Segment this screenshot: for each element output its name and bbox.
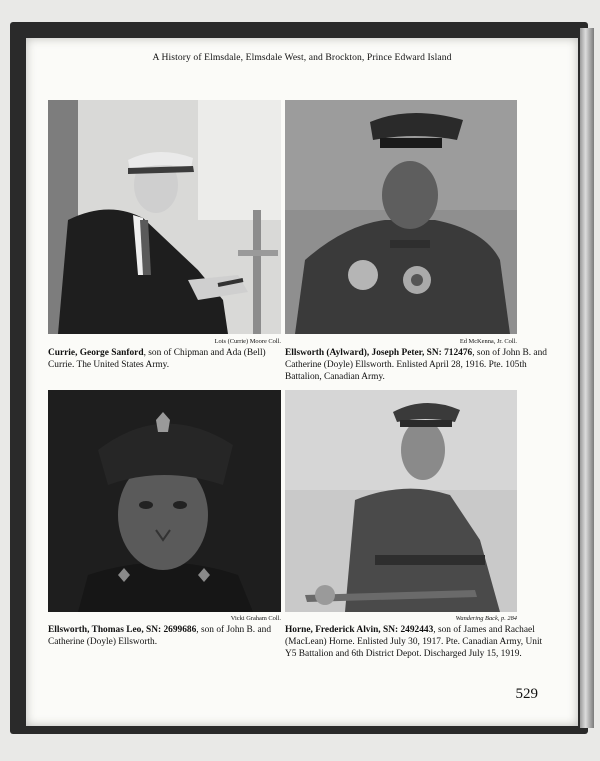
book-page: [26, 38, 578, 726]
page-number: 529: [515, 686, 538, 702]
caption-name: Ellsworth, Thomas Leo, SN: 2699686: [48, 625, 197, 635]
caption-name: Currie, George Sanford: [48, 348, 144, 358]
running-header: A History of Elmsdale, Elmsdale West, and Brockton, Prince Edward Island: [152, 52, 452, 63]
photo-caption: [48, 347, 283, 371]
photo-caption: [285, 624, 547, 660]
photo-credit: Lois (Currie) Moore Coll.: [214, 338, 281, 345]
book-spine: [580, 28, 594, 728]
photo-credit: Vicki Graham Coll.: [230, 615, 281, 622]
photo-ellsworth-thomas: [48, 390, 281, 612]
caption-text: , son of John B. and Catherine (Doyle) Ellsworth.: [48, 625, 272, 647]
photo-credit: Ed McKenna, Jr. Coll.: [459, 338, 517, 345]
photo-credit: Wandering Back, p. 284: [455, 615, 517, 622]
caption-name: Horne, Frederick Alvin, SN: 2492443: [285, 625, 434, 635]
photo-currie: [48, 100, 281, 334]
caption-name: Ellsworth (Aylward), Joseph Peter, SN: 712476: [285, 348, 473, 358]
photo-caption: [48, 624, 283, 648]
photo-caption: [285, 347, 547, 383]
caption-text: , son of James and Rachael (MacLean) Horne. Enlisted July 30, 1917. Pte. Canadian Army, Unit Y5 Battalion and 6th District Depot. Discharged July 15, 1919.: [285, 625, 543, 659]
photo-horne: [285, 390, 517, 612]
photo-ellsworth-aylward: [285, 100, 517, 334]
caption-text: , son of Chipman and Ada (Bell) Currie. The United States Army.: [48, 348, 266, 370]
caption-text: , son of John B. and Catherine (Doyle) Ellsworth. Enlisted April 28, 1916. Pte. 105th Battalion, Canadian Army.: [285, 348, 547, 382]
